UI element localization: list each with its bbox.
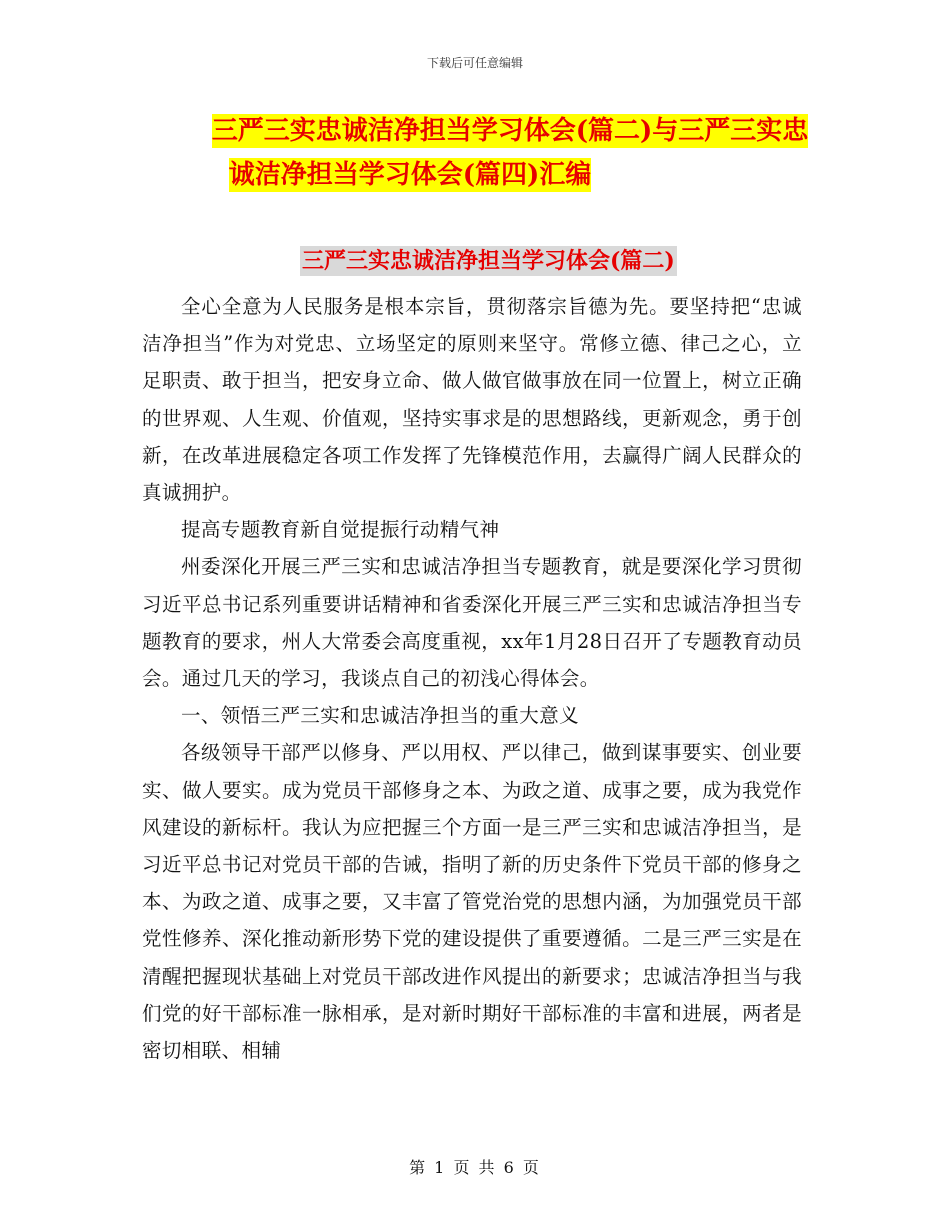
paragraph: 提高专题教育新自觉提振行动精气神 [181,518,500,542]
header-note: 下载后可任意编辑 [426,56,523,70]
document-title-line-2: 诚洁净担当学习体会(篇四)汇编 [228,160,592,190]
paragraph: 一、领悟三严三实和忠诚洁净担当的重大意义 [181,704,580,728]
paragraph: 各级领导干部严以修身、严以用权、严以律己，做到谋事要实、创业要实、做人要实。成为党员干部修身之本、为政之道、成事之要，成为我党作风建设的新标杆。我认为应把握三个方面一是三严三实和忠诚洁净担当，是习近平总书记对党员干部的告诫，指明了新的历史条件下党员干部的修身之本、为政之道、成事之要，又丰富了管党治党的思想内涵，为加强党员干部党性修养、深化推动新形势下党的建设提供了重要遵循。二是三严三实是在清醒把握现状基础上对党员干部改进作风提出的新要求；忠诚洁净担当与我们党的好干部标准一脉相承，是对新时期好干部标准的丰富和进展，两者是密切相联、相辅 [142,741,802,1063]
document-body [142,288,802,1069]
paragraph: 州委深化开展三严三实和忠诚洁净担当专题教育，就是要深化学习贯彻习近平总书记系列重要讲话精神和省委深化开展三严三实和忠诚洁净担当专题教育的要求，州人大常委会高度重视，xx年1月28日召开了专题教育动员会。通过几天的学习，我谈点自己的初浅心得体会。 [142,555,802,691]
paragraph: 全心全意为人民服务是根本宗旨，贯彻落宗旨德为先。要坚持把“忠诚洁净担当”作为对党忠、立场坚定的原则来坚守。常修立德、律己之心，立足职责、敢于担当，把安身立命、做人做官做事放在同一位置上，树立正确的世界观、人生观、价值观，坚持实事求是的思想路线，更新观念，勇于创新，在改革进展稳定各项工作发挥了先锋模范作用，去赢得广阔人民群众的真诚拥护。 [142,295,802,505]
section-title: 三严三实忠诚洁净担当学习体会(篇二) [302,248,675,274]
document-title-line-1: 三严三实忠诚洁净担当学习体会(篇二)与三严三实忠 [211,116,809,146]
page-footer: 第 1 页 共 6 页 [409,1158,541,1177]
